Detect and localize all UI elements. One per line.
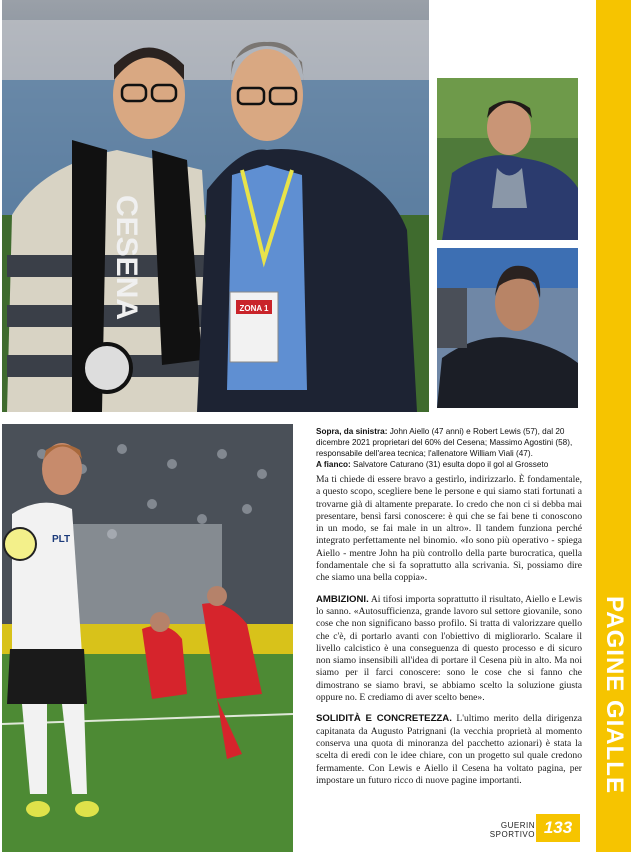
caption-lead-2: A fianco:: [316, 460, 351, 469]
article-paragraph-1: Ma ti chiede di essere bravo a gestirlo, indirizzarlo. È fondamentale, a questo scopo, scegliere bene le persone e qui siamo stati fortunati a trovarne già di altamente preparate. Io credo che non ci si debba mai presentare, bensì farsi conoscere: è qui che se fai bene ti conoscono in un modo, se fai male in un altro». Il tandem funziona perché integrato perfettamente nel binomio. «Io sono più operativo - spiega Aiello - mentre John ha più controllo della parte burocratica, quella fondamentale che si fa soprattutto alla scrivania. Sì, possiamo dire che siamo una bella coppia».: [316, 474, 582, 584]
scarf-text: CESENA: [110, 195, 143, 321]
paragraph-heading-ambizioni: AMBIZIONI.: [316, 593, 369, 605]
section-title: PAGINE GIALLE: [600, 596, 628, 794]
shirt-text: PLT: [52, 534, 71, 545]
main-photo: [2, 0, 429, 412]
action-photo-caturano: [2, 424, 293, 852]
article-paragraph-3: SOLIDITÀ E CONCRETEZZA. L'ultimo merito della dirigenza capitanata da Augusto Patrignani (la vecchia proprietà al momento conserva una quota di minoranza del pacchetto azionari) è stata la scelta di eredi con le idee chiare, con un progetto sul quale credono fermamente. Con Lewis e Aiello il Cesena ha voltato pagina, per impostare un futuro ricco di nuove pagine importanti.: [316, 713, 582, 786]
page-number: 133: [536, 814, 580, 842]
thumb-photo-viali: [437, 248, 578, 408]
caption-lead-1: Sopra, da sinistra:: [316, 427, 388, 436]
thumb-photo-agostini: [437, 78, 578, 240]
magazine-brand: GUERIN SPORTIVO: [489, 821, 535, 839]
caption-text-1: John Aiello (47 anni) e Robert Lewis (57), dal 20 dicembre 2021 proprietari del 60% del Cesena; Massimo Agostini (58), responsabile dell'area tecnica; l'allenatore William Viali (47).: [316, 427, 573, 458]
badge-text: ZONA 1: [239, 304, 269, 313]
photo-caption: [316, 426, 586, 470]
article-body: [316, 474, 582, 796]
caption-text-2: Salvatore Caturano (31) esulta dopo il gol al Grosseto: [350, 460, 549, 469]
article-paragraph-2: AMBIZIONI. Ai tifosi importa soprattutto il risultato, Aiello e Lewis lo sanno. «Autosufficienza, grande lavoro sul settore giovanile, sono cose che non significano basso profilo. Si tratta di valorizzare quello che c'è, di portarlo avanti con l'obiettivo di migliorarlo. Scalare il livello calcistico è una conseguenza di questo processo e di sicuro non siamo insensibili all'idea di portare il Cesena più in alto. Ma noi siamo per il farci conoscere: sono le cose che si fanno che dimostrano se siamo bravi, se abbiamo scelto la soluzione giusta oppure no. E crediamo di aver scelto bene».: [316, 593, 582, 704]
paragraph-heading-solidita: SOLIDITÀ E CONCRETEZZA.: [316, 713, 452, 725]
